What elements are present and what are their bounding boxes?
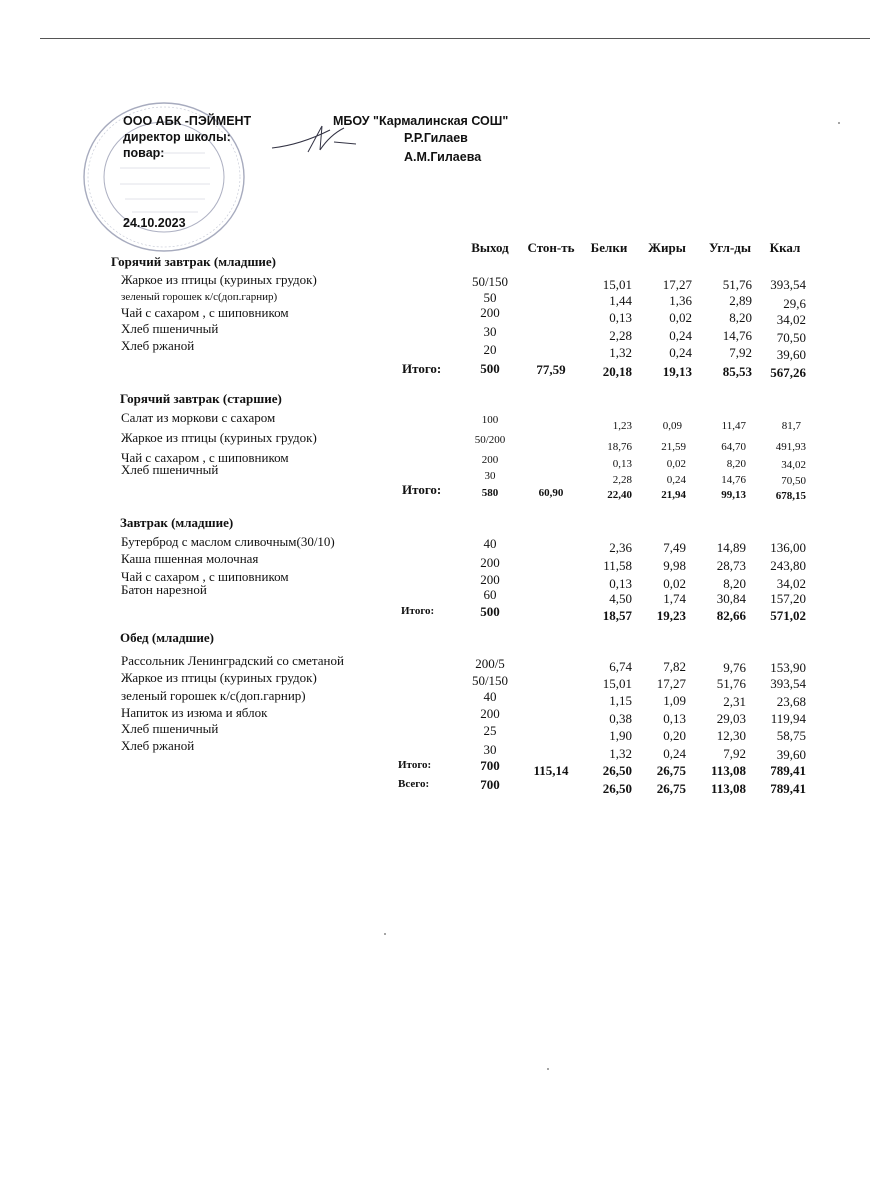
total-cost: 77,59: [536, 362, 566, 377]
dish-protein: 0,38: [609, 711, 632, 726]
grand-total-fat: 26,75: [656, 781, 686, 796]
dish-fat: 0,02: [666, 458, 686, 470]
dish-kcal: 81,7: [781, 420, 801, 432]
total-fat: 19,13: [662, 364, 692, 379]
dish-carbs: 9,76: [723, 660, 746, 675]
dish-output: 50: [483, 290, 497, 305]
dish-kcal: 119,94: [770, 711, 806, 726]
total-protein: 18,57: [602, 608, 632, 623]
dish-name: Жаркое из птицы (куриных грудок): [121, 670, 317, 685]
dish-kcal: 34,02: [776, 576, 806, 591]
dish-fat: 17,27: [656, 676, 686, 691]
dish-name: Жаркое из птицы (куриных грудок): [121, 272, 317, 287]
dish-output: 50/200: [474, 434, 506, 446]
org-left: ООО АБК -ПЭЙМЕНТ: [123, 114, 252, 128]
dish-name: Чай с сахаром , с шиповником: [121, 450, 289, 465]
dish-carbs: 14,89: [716, 540, 746, 555]
dish-output: 30: [484, 470, 496, 482]
cook-label: повар:: [123, 146, 165, 160]
dish-output: 30: [483, 324, 497, 339]
dish-kcal: 70,50: [776, 330, 806, 345]
section-title: Обед (младшие): [120, 630, 214, 645]
director-label: директор школы:: [123, 130, 231, 144]
dish-protein: 11,58: [603, 558, 632, 573]
dish-output: 200: [480, 555, 500, 570]
dish-protein: 1,23: [612, 420, 632, 432]
dish-kcal: 491,93: [775, 441, 806, 453]
dish-carbs: 64,70: [721, 441, 746, 453]
dish-fat: 0,02: [663, 576, 686, 591]
grand-total-label: Всего:: [398, 778, 430, 790]
dish-kcal: 393,54: [770, 676, 806, 691]
dish-kcal: 393,54: [770, 277, 806, 292]
dish-carbs: 8,20: [726, 458, 746, 470]
dish-fat: 0,24: [669, 328, 692, 343]
dish-output: 200: [481, 454, 499, 466]
dish-name: Каша пшенная молочная: [121, 551, 259, 566]
dish-fat: 0,09: [662, 420, 682, 432]
dish-carbs: 7,92: [723, 746, 746, 761]
dish-name: Хлеб ржаной: [121, 338, 195, 353]
scan-speck: [838, 122, 840, 124]
total-fat: 19,23: [656, 608, 686, 623]
total-output: 500: [480, 361, 500, 376]
dish-fat: 0,24: [666, 474, 686, 486]
dish-output: 100: [481, 414, 499, 426]
section-title: Горячий завтрак (старшие): [120, 391, 282, 406]
dish-kcal: 39,60: [776, 747, 806, 762]
top-divider-line: [40, 38, 870, 39]
dish-fat: 0,13: [663, 711, 686, 726]
grand-total-output: 700: [480, 777, 500, 792]
dish-kcal: 243,80: [770, 558, 806, 573]
dish-carbs: 29,03: [716, 711, 746, 726]
total-kcal: 678,15: [775, 490, 806, 502]
dish-carbs: 7,92: [729, 345, 752, 360]
dish-fat: 1,09: [663, 693, 686, 708]
col-fat: Жиры: [648, 240, 686, 255]
total-label: Итого:: [402, 361, 442, 376]
dish-output: 50/150: [471, 673, 509, 688]
col-kcal: Ккал: [769, 240, 801, 255]
dish-fat: 1,36: [669, 293, 692, 308]
dish-kcal: 29,6: [783, 296, 806, 311]
dish-name: Чай с сахаром , с шиповником: [121, 305, 289, 320]
dish-fat: 21,59: [661, 441, 686, 453]
total-label: Итого:: [402, 482, 442, 497]
total-label: Итого:: [398, 759, 432, 771]
dish-fat: 17,27: [662, 277, 692, 292]
dish-protein: 0,13: [612, 458, 632, 470]
dish-carbs: 14,76: [722, 328, 752, 343]
dish-name: Хлеб ржаной: [121, 738, 195, 753]
dish-name: Хлеб пшеничный: [121, 462, 219, 477]
dish-kcal: 58,75: [776, 728, 806, 743]
dish-carbs: 30,84: [716, 591, 746, 606]
dish-output: 200: [480, 706, 500, 721]
scan-speck: [384, 933, 386, 935]
section-title: Завтрак (младшие): [120, 515, 234, 530]
dish-protein: 18,76: [607, 441, 632, 453]
dish-output: 40: [483, 689, 497, 704]
col-cost: Стон-ть: [527, 240, 575, 255]
dish-name: Хлеб пшеничный: [121, 321, 219, 336]
dish-protein: 1,15: [609, 693, 632, 708]
dish-fat: 7,82: [663, 659, 686, 674]
dish-protein: 0,13: [609, 576, 632, 591]
director-name: Р.Р.Гилаев: [404, 131, 468, 145]
col-carbs: Угл-ды: [708, 240, 752, 255]
dish-name: Напиток из изюма и яблок: [121, 705, 268, 720]
date-label: 24.10.2023: [123, 216, 186, 230]
total-kcal: 571,02: [770, 608, 806, 623]
grand-total-carbs: 113,08: [710, 781, 746, 796]
dish-protein: 2,28: [612, 474, 632, 486]
total-protein: 20,18: [602, 364, 632, 379]
dish-carbs: 51,76: [716, 676, 746, 691]
dish-fat: 0,24: [663, 746, 686, 761]
total-cost: 115,14: [533, 763, 569, 778]
dish-output: 20: [483, 342, 497, 357]
dish-output: 50/150: [471, 274, 509, 289]
dish-output: 25: [483, 723, 497, 738]
dish-name: Чай с сахаром , с шиповником: [121, 569, 289, 584]
dish-carbs: 2,31: [723, 694, 746, 709]
total-output: 580: [481, 487, 499, 499]
total-protein: 26,50: [602, 763, 632, 778]
dish-name: Бутерброд с маслом сливочным(30/10): [121, 534, 335, 549]
dish-carbs: 12,30: [716, 728, 746, 743]
dish-kcal: 157,20: [770, 591, 806, 606]
dish-carbs: 51,76: [722, 277, 752, 292]
dish-kcal: 39,60: [776, 347, 806, 362]
total-fat: 26,75: [656, 763, 686, 778]
dish-protein: 6,74: [609, 659, 632, 674]
grand-total-kcal: 789,41: [770, 781, 806, 796]
dish-kcal: 34,02: [776, 312, 806, 327]
dish-protein: 1,32: [609, 345, 632, 360]
dish-name: Батон нарезной: [121, 582, 207, 597]
dish-output: 40: [483, 536, 497, 551]
dish-protein: 1,32: [609, 746, 632, 761]
col-protein: Белки: [590, 240, 628, 255]
total-kcal: 789,41: [770, 763, 806, 778]
total-carbs: 82,66: [716, 608, 746, 623]
dish-protein: 2,28: [609, 328, 632, 343]
dish-kcal: 23,68: [776, 694, 806, 709]
dish-carbs: 2,89: [729, 293, 752, 308]
total-carbs: 113,08: [710, 763, 746, 778]
dish-protein: 0,13: [609, 310, 632, 325]
total-protein: 22,40: [607, 489, 632, 501]
dish-kcal: 153,90: [770, 660, 806, 675]
dish-protein: 1,44: [609, 293, 632, 308]
dish-fat: 9,98: [663, 558, 686, 573]
dish-name: зеленый горошек к/с(доп.гарнир): [121, 291, 278, 303]
dish-protein: 15,01: [602, 277, 632, 292]
dish-name: Хлеб пшеничный: [121, 721, 219, 736]
total-fat: 21,94: [661, 489, 686, 501]
scan-speck: [547, 1068, 549, 1070]
dish-output: 30: [483, 742, 497, 757]
dish-name: Салат из моркови с сахаром: [121, 410, 276, 425]
dish-protein: 1,90: [609, 728, 632, 743]
dish-fat: 0,02: [669, 310, 692, 325]
dish-fat: 1,74: [663, 591, 686, 606]
dish-name: зеленый горошек к/с(доп.гарнир): [121, 688, 306, 703]
dish-output: 200/5: [475, 656, 505, 671]
dish-fat: 7,49: [663, 540, 686, 555]
dish-output: 200: [480, 572, 500, 587]
dish-kcal: 136,00: [770, 540, 806, 555]
dish-carbs: 14,76: [721, 474, 746, 486]
dish-output: 60: [483, 587, 497, 602]
total-carbs: 85,53: [722, 364, 752, 379]
dish-name: Рассольник Ленинградский со сметаной: [121, 653, 344, 668]
dish-fat: 0,24: [669, 345, 692, 360]
col-vykhod: Выход: [471, 240, 509, 255]
total-kcal: 567,26: [770, 365, 806, 380]
dish-name: Жаркое из птицы (куриных грудок): [121, 430, 317, 445]
total-carbs: 99,13: [721, 489, 746, 501]
dish-kcal: 70,50: [781, 475, 806, 487]
cook-name: А.М.Гилаева: [404, 150, 482, 164]
dish-fat: 0,20: [663, 728, 686, 743]
dish-carbs: 11,47: [721, 420, 746, 432]
dish-output: 200: [480, 305, 500, 320]
dish-carbs: 28,73: [716, 558, 746, 573]
dish-carbs: 8,20: [723, 576, 746, 591]
org-right: МБОУ "Кармалинская СОШ": [333, 114, 509, 128]
total-label: Итого:: [401, 605, 435, 617]
dish-protein: 15,01: [602, 676, 632, 691]
total-cost: 60,90: [538, 487, 564, 499]
dish-kcal: 34,02: [781, 459, 806, 471]
section-title: Горячий завтрак (младшие): [111, 254, 277, 269]
total-output: 500: [480, 604, 500, 619]
dish-protein: 2,36: [609, 540, 632, 555]
grand-total-protein: 26,50: [602, 781, 632, 796]
dish-carbs: 8,20: [729, 310, 752, 325]
dish-protein: 4,50: [609, 591, 632, 606]
total-output: 700: [480, 758, 500, 773]
